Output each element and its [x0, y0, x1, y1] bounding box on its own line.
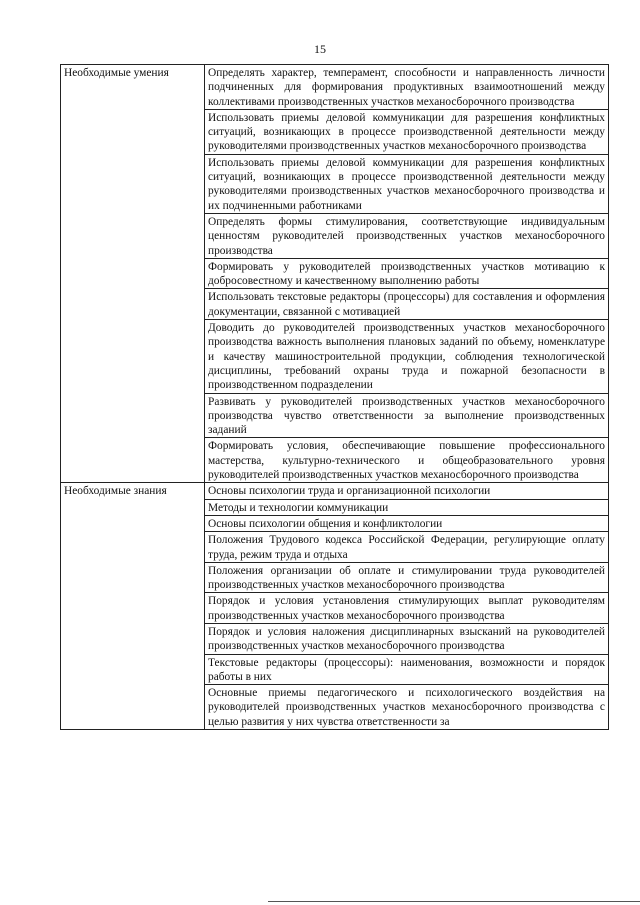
skill-item: Использовать текстовые редакторы (процессоры) для составления и оформления документации, связанной с мотивацией — [205, 289, 609, 320]
skill-item: Формировать условия, обеспечивающие повышение профессионального мастерства, культурно-технического и общеобразовательного уровня руководителей производственных участков механосборочного производства — [205, 438, 609, 483]
skill-item: Доводить до руководителей производственных участков механосборочного производства важность выполнения плановых заданий по объему, номенклатуре и качеству машиностроительной продукции, соблюдения технологической дисциплины, требований охраны труда и пожарной безопасности в производственном подразделении — [205, 320, 609, 393]
skill-item: Определять формы стимулирования, соответствующие индивидуальным ценностям руководителей производственных участков механосборочного производства — [205, 213, 609, 258]
table-row — [61, 483, 609, 499]
knowledge-item: Текстовые редакторы (процессоры): наименования, возможности и порядок работы в них — [205, 654, 609, 685]
skill-item: Формировать у руководителей производственных участков мотивацию к добросовестному и качественному выполнению работы — [205, 258, 609, 289]
skill-item: Использовать приемы деловой коммуникации для разрешения конфликтных ситуаций, возникающих в процессе производственной деятельности между руководителями производственных участков механосборочного производства и их подчиненными работниками — [205, 154, 609, 213]
knowledge-item: Порядок и условия наложения дисциплинарных взысканий на руководителей производственных участков механосборочного производства — [205, 623, 609, 654]
knowledge-item: Основы психологии труда и организационной психологии — [205, 483, 609, 499]
table-row — [61, 65, 609, 110]
knowledge-item: Методы и технологии коммуникации — [205, 499, 609, 515]
page-number: 15 — [314, 42, 326, 56]
skill-item: Определять характер, темперамент, способности и направленность личности подчиненных для формирования продуктивных взаимоотношений между коллективами производственных участков механосборочного производства — [205, 65, 609, 110]
skill-item: Развивать у руководителей производственных участков механосборочного производства чувство ответственности за выполнение производственных заданий — [205, 393, 609, 438]
knowledge-item: Основные приемы педагогического и психологического воздействия на руководителей производственных участков механосборочного производства с целью развития у них чувства ответственности за — [205, 685, 609, 730]
knowledge-item: Порядок и условия установления стимулирующих выплат руководителям производственных участков механосборочного производства — [205, 593, 609, 624]
knowledge-item: Положения Трудового кодекса Российской Федерации, регулирующие оплату труда, режим труда и отдыха — [205, 532, 609, 563]
knowledge-item: Основы психологии общения и конфликтологии — [205, 515, 609, 531]
page-edge-line — [268, 901, 640, 902]
section-label-knowledge: Необходимые знания — [61, 483, 205, 730]
section-label-skills: Необходимые умения — [61, 65, 205, 483]
skill-item: Использовать приемы деловой коммуникации для разрешения конфликтных ситуаций, возникающих в процессе производственной деятельности между руководителями производственных участков механосборочного производства — [205, 109, 609, 154]
requirements-table — [60, 64, 609, 730]
knowledge-item: Положения организации об оплате и стимулировании труда руководителей производственных участков механосборочного производства — [205, 562, 609, 593]
